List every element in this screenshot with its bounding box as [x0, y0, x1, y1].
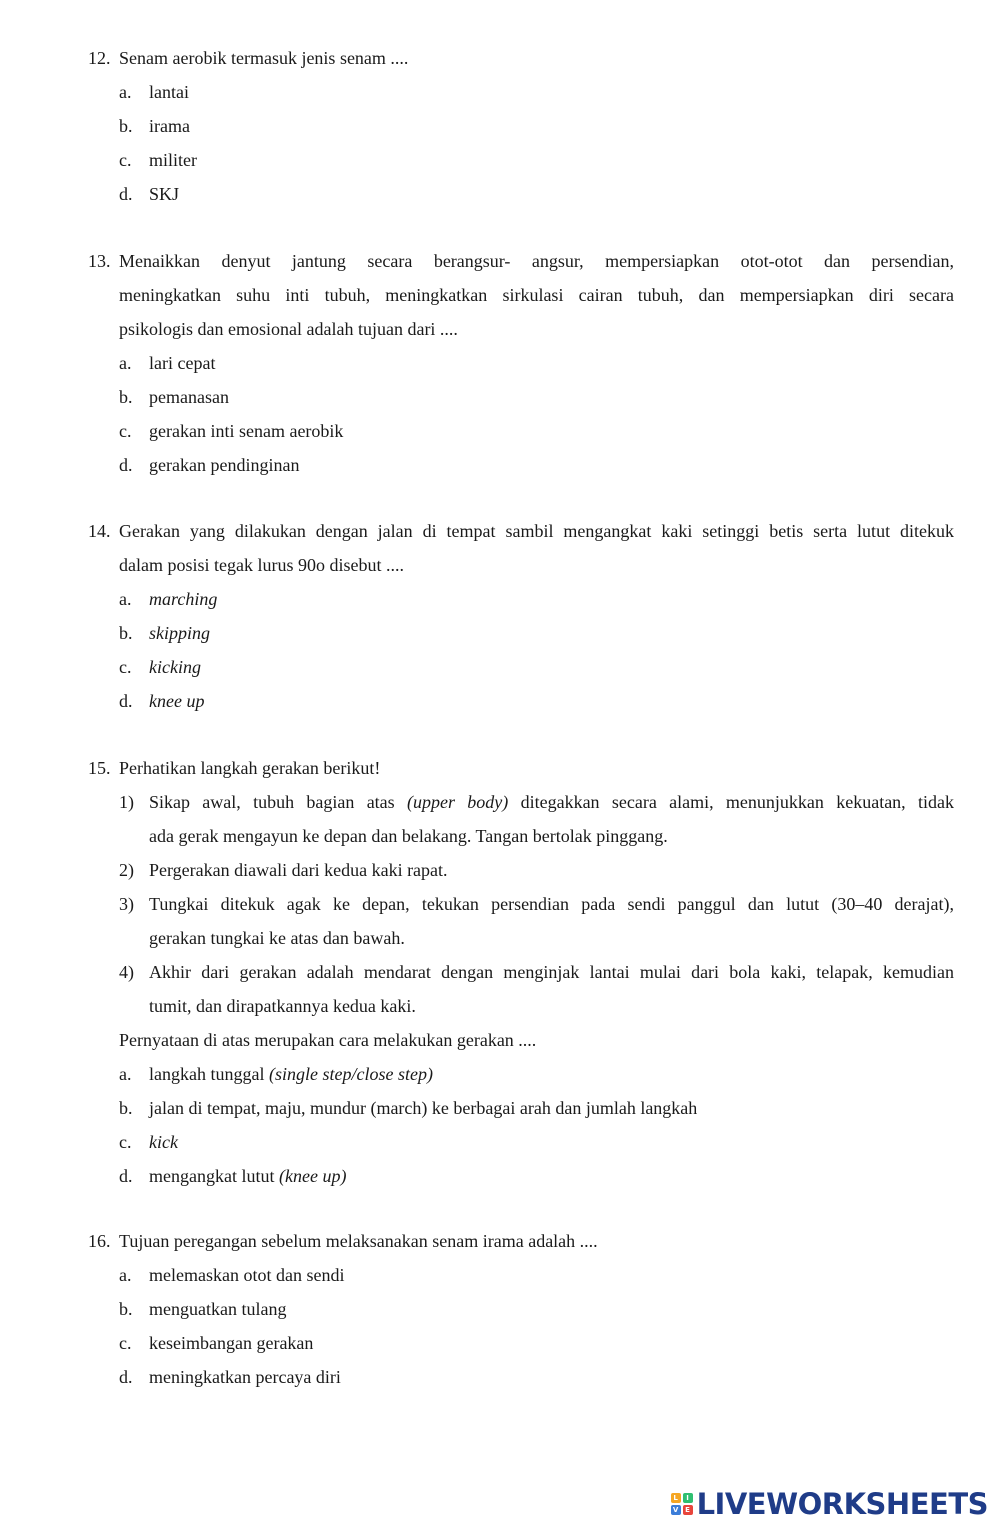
question-text-line: dalam posisi tegak lurus 90o disebut ....	[119, 555, 404, 575]
option-c[interactable]	[88, 1125, 954, 1159]
option-text: kicking	[149, 657, 201, 677]
option-text: irama	[149, 116, 190, 136]
logo-block-v: V	[671, 1505, 681, 1515]
question-prompt: Pernyataan di atas merupakan cara melakukan gerakan ....	[119, 1030, 537, 1050]
option-text-italic: (knee up)	[278, 1166, 347, 1186]
step-text-part: Sikap awal, tubuh bagian atas	[149, 792, 407, 812]
option-text: pemanasan	[149, 387, 229, 407]
step-2	[88, 853, 954, 887]
step-text-line: ada gerak mengayun ke depan dan belakang. Tangan bertolak pinggang.	[149, 826, 668, 846]
step-text	[149, 785, 954, 853]
option-text: keseimbangan gerakan	[149, 1333, 314, 1353]
option-c[interactable]	[88, 414, 954, 448]
question-text-line: psikologis dan emosional adalah tujuan dari ....	[119, 319, 458, 339]
option-a[interactable]	[88, 582, 954, 616]
option-b[interactable]	[88, 616, 954, 650]
step-number: 1)	[119, 792, 134, 812]
option-a[interactable]	[88, 75, 954, 109]
question-number: 13.	[88, 251, 111, 271]
option-text: meningkatkan percaya diri	[149, 1367, 341, 1387]
option-d[interactable]	[88, 448, 954, 482]
question-text	[119, 514, 954, 582]
step-text-line: Tungkai ditekuk agak ke depan, tekukan persendian pada sendi panggul dan lutut (30–40 derajat),	[149, 894, 954, 914]
step-text-italic: (upper body)	[407, 792, 509, 812]
step-text-line: Pergerakan diawali dari kedua kaki rapat.	[149, 860, 448, 880]
option-letter: c.	[119, 1333, 132, 1353]
option-b[interactable]	[88, 1091, 954, 1125]
option-text: marching	[149, 589, 218, 609]
question-number: 16.	[88, 1231, 111, 1251]
logo-block-e: E	[683, 1505, 693, 1515]
option-a[interactable]	[88, 1258, 954, 1292]
question-16	[88, 1224, 954, 1394]
option-text: lari cepat	[149, 353, 216, 373]
option-letter: c.	[119, 421, 132, 441]
option-letter: d.	[119, 455, 133, 475]
option-text: melemaskan otot dan sendi	[149, 1265, 345, 1285]
question-text: Senam aerobik termasuk jenis senam ....	[119, 48, 409, 68]
question-13	[88, 244, 954, 482]
option-text-part: langkah tunggal	[149, 1064, 269, 1084]
logo-blocks-icon	[671, 1493, 693, 1515]
option-letter: d.	[119, 184, 133, 204]
option-letter: a.	[119, 1265, 132, 1285]
step-text-line	[149, 785, 954, 819]
step-text	[149, 853, 954, 887]
option-d[interactable]	[88, 177, 954, 211]
option-letter: b.	[119, 623, 133, 643]
option-text: lantai	[149, 82, 189, 102]
question-number: 14.	[88, 521, 111, 541]
logo-text: LIVEWORKSHEETS	[696, 1487, 988, 1521]
option-text: gerakan pendinginan	[149, 455, 300, 475]
option-letter: c.	[119, 1132, 132, 1152]
option-text: gerakan inti senam aerobik	[149, 421, 344, 441]
option-text: kick	[149, 1132, 178, 1152]
option-b[interactable]	[88, 1292, 954, 1326]
option-letter: b.	[119, 1098, 133, 1118]
step-text	[149, 955, 954, 1023]
step-text-part: ditegakkan secara alami, menunjukkan kekuatan, tidak	[508, 792, 954, 812]
question-15	[88, 751, 954, 1193]
option-letter: c.	[119, 150, 132, 170]
option-text: SKJ	[149, 184, 180, 204]
option-c[interactable]	[88, 650, 954, 684]
option-letter: d.	[119, 1166, 133, 1186]
option-letter: a.	[119, 589, 132, 609]
question-text-line: Gerakan yang dilakukan dengan jalan di tempat sambil mengangkat kaki setinggi betis serta lutut ditekuk	[119, 521, 954, 541]
option-d[interactable]	[88, 1159, 954, 1193]
logo-block-i: I	[683, 1493, 693, 1503]
step-text-line: Akhir dari gerakan adalah mendarat dengan menginjak lantai mulai dari bola kaki, telapak, kemudian	[149, 962, 954, 982]
option-text	[149, 1159, 346, 1193]
step-number: 2)	[119, 860, 134, 880]
step-text-line: gerakan tungkai ke atas dan bawah.	[149, 928, 405, 948]
option-text: jalan di tempat, maju, mundur (march) ke berbagai arah dan jumlah langkah	[149, 1098, 698, 1118]
option-letter: d.	[119, 1367, 133, 1387]
option-letter: b.	[119, 387, 133, 407]
liveworksheets-logo	[671, 1486, 988, 1522]
option-d[interactable]	[88, 1360, 954, 1394]
option-letter: c.	[119, 657, 132, 677]
option-c[interactable]	[88, 143, 954, 177]
step-number: 3)	[119, 894, 134, 914]
logo-block-l: L	[671, 1493, 681, 1503]
option-letter: d.	[119, 691, 133, 711]
question-text: Perhatikan langkah gerakan berikut!	[119, 758, 381, 778]
option-text: menguatkan tulang	[149, 1299, 287, 1319]
option-b[interactable]	[88, 109, 954, 143]
option-a[interactable]	[88, 1057, 954, 1091]
question-12	[88, 41, 954, 211]
option-letter: b.	[119, 116, 133, 136]
option-b[interactable]	[88, 380, 954, 414]
option-letter: a.	[119, 82, 132, 102]
question-text-line: Menaikkan denyut jantung secara berangsur- angsur, mempersiapkan otot-otot dan persendian,	[119, 251, 954, 271]
option-text-italic: (single step/close step)	[268, 1064, 433, 1084]
option-a[interactable]	[88, 346, 954, 380]
step-number: 4)	[119, 962, 134, 982]
option-text: militer	[149, 150, 197, 170]
option-text-part: mengangkat lutut	[149, 1166, 279, 1186]
step-4	[88, 955, 954, 1023]
question-number: 15.	[88, 758, 111, 778]
option-c[interactable]	[88, 1326, 954, 1360]
option-letter: a.	[119, 353, 132, 373]
step-text	[149, 887, 954, 955]
question-number: 12.	[88, 48, 111, 68]
option-letter: b.	[119, 1299, 133, 1319]
question-text	[119, 244, 954, 346]
option-d[interactable]	[88, 684, 954, 718]
step-3	[88, 887, 954, 955]
step-1	[88, 785, 954, 853]
question-14	[88, 514, 954, 718]
step-text-line: tumit, dan dirapatkannya kedua kaki.	[149, 996, 416, 1016]
option-letter: a.	[119, 1064, 132, 1084]
question-text-line: meningkatkan suhu inti tubuh, meningkatkan sirkulasi cairan tubuh, dan mempersiapkan diri secara	[119, 285, 954, 305]
option-text: knee up	[149, 691, 205, 711]
option-text: skipping	[149, 623, 210, 643]
question-text: Tujuan peregangan sebelum melaksanakan senam irama adalah ....	[119, 1231, 598, 1251]
option-text	[149, 1057, 433, 1091]
